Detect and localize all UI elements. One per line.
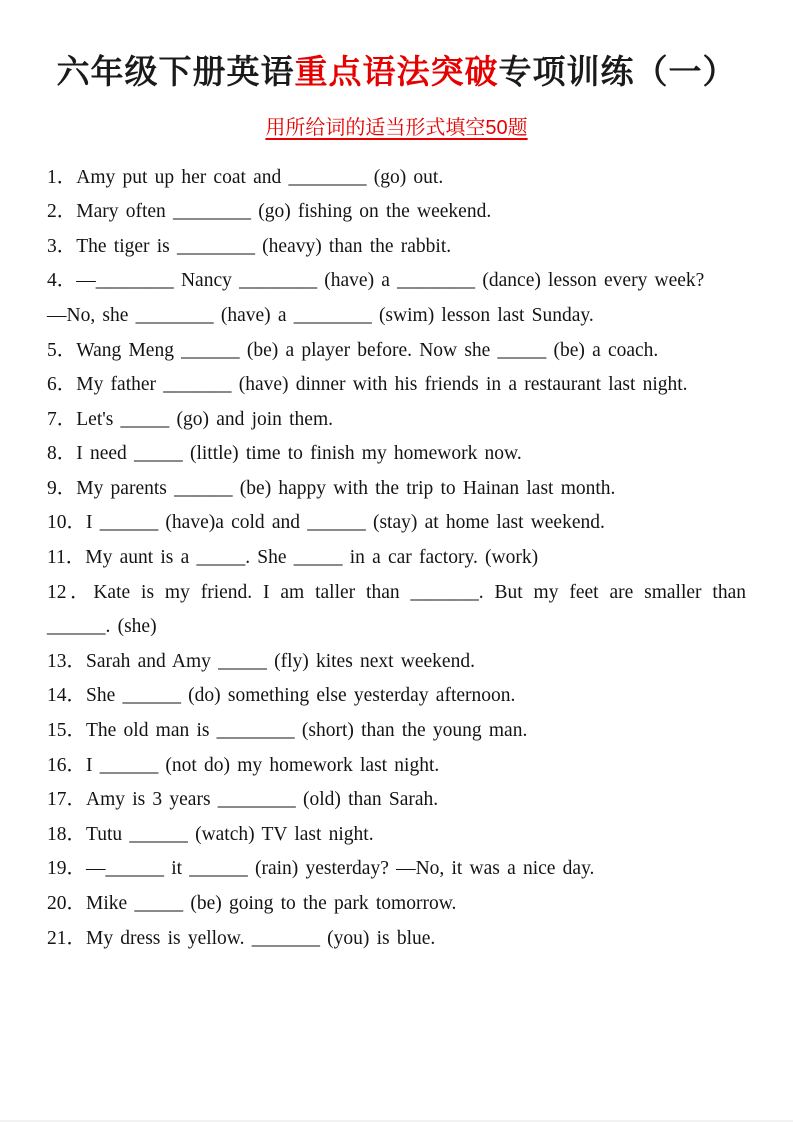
question-line: 1．Amy put up her coat and ________ (go) out. [47, 166, 444, 188]
question-line: 9．My parents ______ (be) happy with the trip to Hainan last month. [47, 477, 616, 499]
question-line: 15．The old man is ________ (short) than the young man. [47, 720, 528, 742]
question-line: 13．Sarah and Amy _____ (fly) kites next weekend. [47, 650, 475, 672]
question-line: 14．She ______ (do) something else yesterday afternoon. [47, 685, 516, 707]
title-part-red: 重点语法突破 [294, 53, 499, 90]
question-line: 10．I ______ (have)a cold and ______ (stay) at home last weekend. [47, 512, 605, 534]
question-line: 16．I ______ (not do) my homework last night. [47, 754, 440, 776]
question-line: 17．Amy is 3 years ________ (old) than Sarah. [47, 789, 439, 811]
question-line: 18．Tutu ______ (watch) TV last night. [47, 823, 374, 845]
question-line: 5．Wang Meng ______ (be) a player before. Now she _____ (be) a coach. [47, 339, 659, 361]
question-line: 7．Let's _____ (go) and join them. [47, 408, 334, 430]
question-line: —No, she ________ (have) a ________ (swim) lesson last Sunday. [47, 304, 594, 326]
question-line: 3．The tiger is ________ (heavy) than the rabbit. [47, 235, 452, 257]
question-line: 6．My father _______ (have) dinner with his friends in a restaurant last night. [47, 374, 688, 396]
question-line: 20．Mike _____ (be) going to the park tomorrow. [47, 893, 457, 915]
question-line: 12．Kate is my friend. I am taller than _______. But my feet are smaller than ______. (she) [47, 581, 746, 638]
title-part-black-right: 专项训练（一） [498, 53, 737, 90]
question-line: 2．Mary often ________ (go) fishing on the weekend. [47, 201, 492, 223]
question-line: 8．I need _____ (little) time to finish my homework now. [47, 443, 522, 465]
question-line: 4．—________ Nancy ________ (have) a ________ (dance) lesson every week? [47, 270, 705, 292]
question-line: 11．My aunt is a _____. She _____ in a car factory. (work) [47, 547, 539, 569]
question-line: 21．My dress is yellow. _______ (you) is blue. [47, 927, 436, 949]
section-subtitle: 用所给词的适当形式填空50题 [265, 116, 528, 139]
question-line: 19．—______ it ______ (rain) yesterday? —No, it was a nice day. [47, 858, 595, 880]
page-title [47, 50, 746, 95]
title-part-black-left: 六年级下册英语 [56, 53, 295, 90]
question-list [47, 161, 746, 957]
